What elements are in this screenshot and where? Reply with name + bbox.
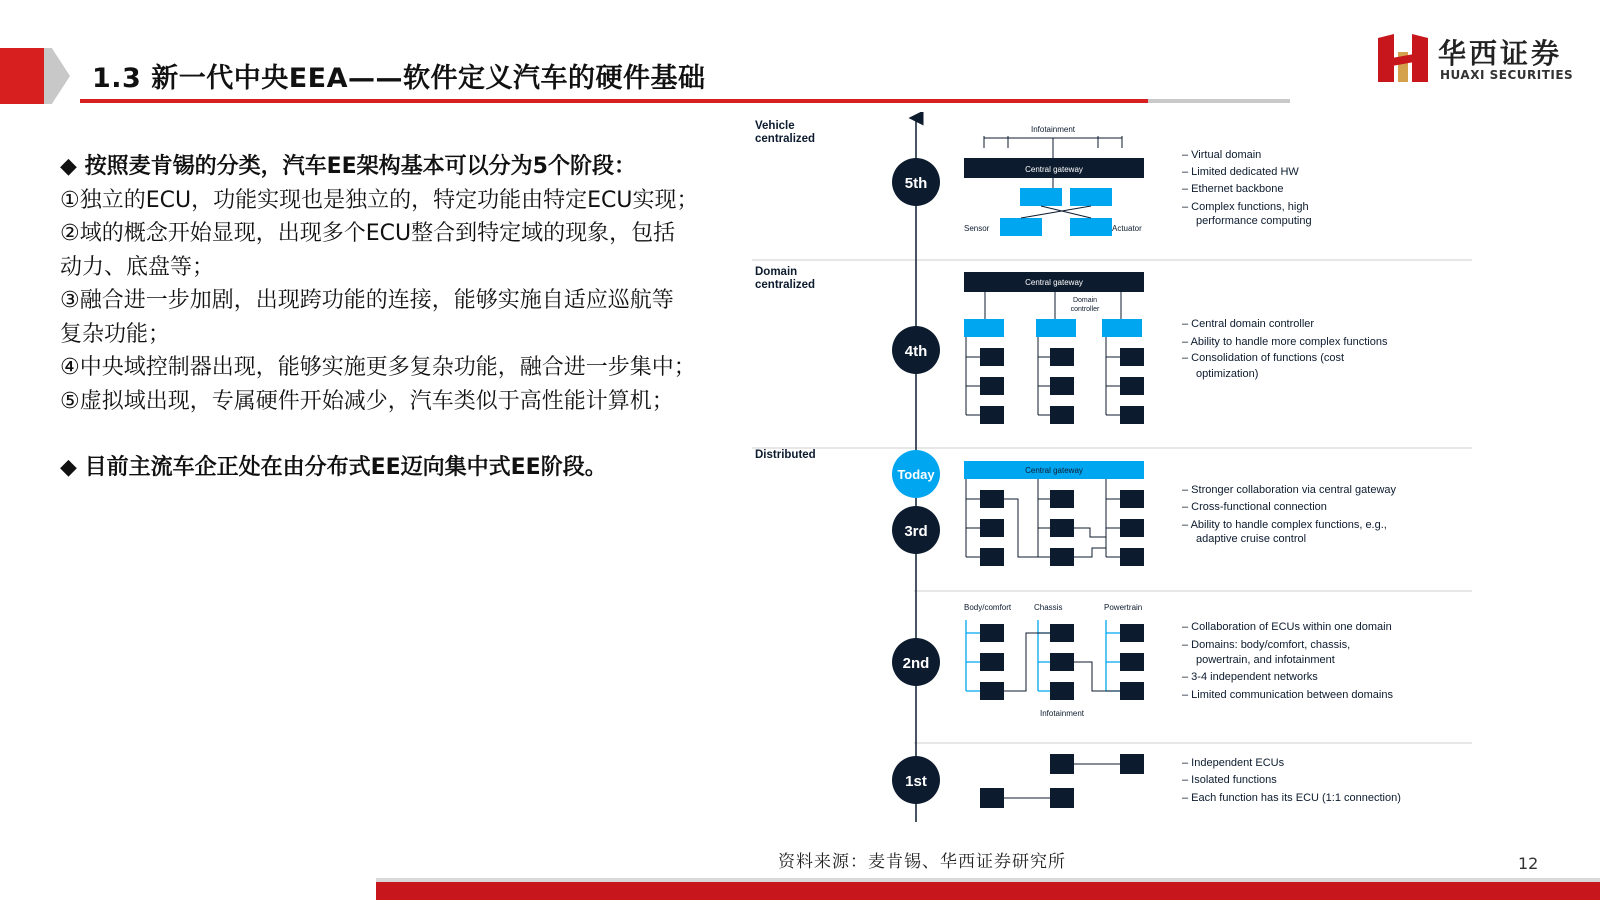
svg-text:Central gateway: Central gateway <box>1025 278 1083 287</box>
actuator-label: Actuator <box>1112 224 1142 233</box>
svg-text:Central gateway: Central gateway <box>1025 466 1083 475</box>
stage-3rd-diagram <box>964 461 1144 566</box>
stage-1st-marker <box>892 756 940 804</box>
svg-text:– Limited communication betwee: – Limited communication between domains <box>1182 689 1393 701</box>
category-vehicle-centralized-1: Vehicle <box>755 120 795 132</box>
svg-text:– Domains: body/comfort, chass: – Domains: body/comfort, chassis, <box>1182 639 1351 651</box>
powertrain-label: Powertrain <box>1104 603 1143 612</box>
stage-2nd-marker <box>892 638 940 686</box>
stage-line-3b: 复杂功能； <box>60 321 171 347</box>
svg-text:– Each function has its ECU (1: – Each function has its ECU (1:1 connection) <box>1182 792 1401 804</box>
stage-3rd-notes <box>1182 484 1397 545</box>
svg-text:– Consolidation of functions (: – Consolidation of functions (cost <box>1182 352 1345 364</box>
huaxi-logo-icon <box>1378 32 1428 84</box>
stage-line-5: ⑤虚拟域出现，专属硬件开始减少，汽车类似于高性能计算机； <box>60 388 674 414</box>
page-number: 12 <box>1518 854 1539 873</box>
infotainment-label: Infotainment <box>1039 709 1085 718</box>
svg-text:– Ability to handle complex fu: – Ability to handle complex functions, e.g., <box>1182 519 1387 531</box>
stage-4th-notes <box>1182 318 1388 380</box>
svg-text:Domain: Domain <box>1072 297 1098 304</box>
svg-text:4th: 4th <box>904 343 928 360</box>
title-underline-grey <box>1148 99 1290 103</box>
stage-today-marker <box>892 450 940 498</box>
stage-5th-marker <box>892 158 940 206</box>
title-underline <box>80 99 1148 103</box>
svg-text:3rd: 3rd <box>904 523 928 540</box>
svg-text:– Central domain controller: – Central domain controller <box>1182 318 1315 330</box>
svg-text:– Stronger collaboration via c: – Stronger collaboration via central gateway <box>1182 484 1397 496</box>
category-distributed: Distributed <box>755 449 816 461</box>
svg-text:Central gateway: Central gateway <box>1025 165 1083 174</box>
body-comfort-label: Body/comfort <box>964 603 1012 612</box>
page-title: 1.3 新一代中央EEA——软件定义汽车的硬件基础 <box>92 63 706 94</box>
stage-line-2a: ②域的概念开始显现，出现多个ECU整合到特定域的现象，包括 <box>60 221 676 246</box>
footer-bar <box>376 882 1600 900</box>
stage-4th-marker <box>892 326 940 374</box>
sensor-label: Sensor <box>964 224 990 233</box>
svg-text:Today: Today <box>897 467 935 482</box>
body-text <box>60 150 740 485</box>
svg-text:powertrain, and infotainment: powertrain, and infotainment <box>1196 654 1335 666</box>
svg-text:2nd: 2nd <box>902 655 930 672</box>
ee-architecture-diagram <box>752 112 1472 832</box>
stage-2nd-notes <box>1182 621 1393 701</box>
stage-line-4: ④中央域控制器出现，能够实施更多复杂功能，融合进一步集中； <box>60 355 696 380</box>
logo-english-name: HUAXI SECURITIES <box>1440 68 1574 82</box>
company-logo <box>1378 32 1578 92</box>
svg-text:– Independent ECUs: – Independent ECUs <box>1182 757 1285 769</box>
svg-text:– Ethernet backbone: – Ethernet backbone <box>1182 183 1284 195</box>
svg-text:1st: 1st <box>905 773 927 790</box>
stage-1st-notes <box>1182 757 1401 804</box>
stage-5th-diagram <box>964 125 1144 236</box>
stage-2nd-diagram <box>964 603 1144 718</box>
svg-text:– Collaboration of ECUs within: – Collaboration of ECUs within one domain <box>1182 621 1392 633</box>
logo-chinese-name: 华西证券 <box>1438 37 1563 70</box>
chassis-label: Chassis <box>1034 603 1063 612</box>
stage-4th-diagram <box>964 272 1144 424</box>
svg-text:– Ability to handle more compl: – Ability to handle more complex functions <box>1182 336 1388 348</box>
infotainment-label: Infotainment <box>1030 125 1076 134</box>
header-grey-tab <box>44 48 70 104</box>
svg-text:– Complex functions, high: – Complex functions, high <box>1182 201 1309 213</box>
category-domain-centralized-1: Domain <box>755 266 798 278</box>
svg-text:performance computing: performance computing <box>1196 215 1312 227</box>
svg-text:– Isolated functions: – Isolated functions <box>1182 774 1277 786</box>
svg-text:5th: 5th <box>904 175 928 192</box>
bullet-stages-intro: ◆ 按照麦肯锡的分类，汽车EE架构基本可以分为5个阶段： <box>60 154 636 179</box>
stage-line-2b: 动力、底盘等； <box>60 254 215 280</box>
stage-line-3a: ③融合进一步加剧，出现跨功能的连接，能够实施自适应巡航等 <box>60 288 674 313</box>
stage-3rd-marker <box>892 506 940 554</box>
category-vehicle-centralized-2: centralized <box>755 133 816 145</box>
stage-5th-notes <box>1182 149 1312 227</box>
svg-text:controller: controller <box>1070 306 1100 313</box>
stage-line-1: ①独立的ECU，功能实现也是独立的，特定功能由特定ECU实现； <box>60 187 699 213</box>
svg-text:– Cross-functional connection: – Cross-functional connection <box>1182 501 1327 513</box>
svg-text:optimization): optimization) <box>1196 368 1259 380</box>
category-domain-centralized-2: centralized <box>755 279 816 291</box>
bullet-current-status: ◆ 目前主流车企正处在由分布式EE迈向集中式EE阶段。 <box>60 455 607 480</box>
stage-1st-diagram <box>980 754 1144 808</box>
source-note: 资料来源：麦肯锡、华西证券研究所 <box>778 852 1066 872</box>
svg-text:adaptive cruise control: adaptive cruise control <box>1196 533 1307 545</box>
svg-text:– Limited dedicated HW: – Limited dedicated HW <box>1182 166 1299 178</box>
svg-text:– Virtual domain: – Virtual domain <box>1182 149 1262 161</box>
svg-text:– 3-4 independent networks: – 3-4 independent networks <box>1182 671 1318 683</box>
